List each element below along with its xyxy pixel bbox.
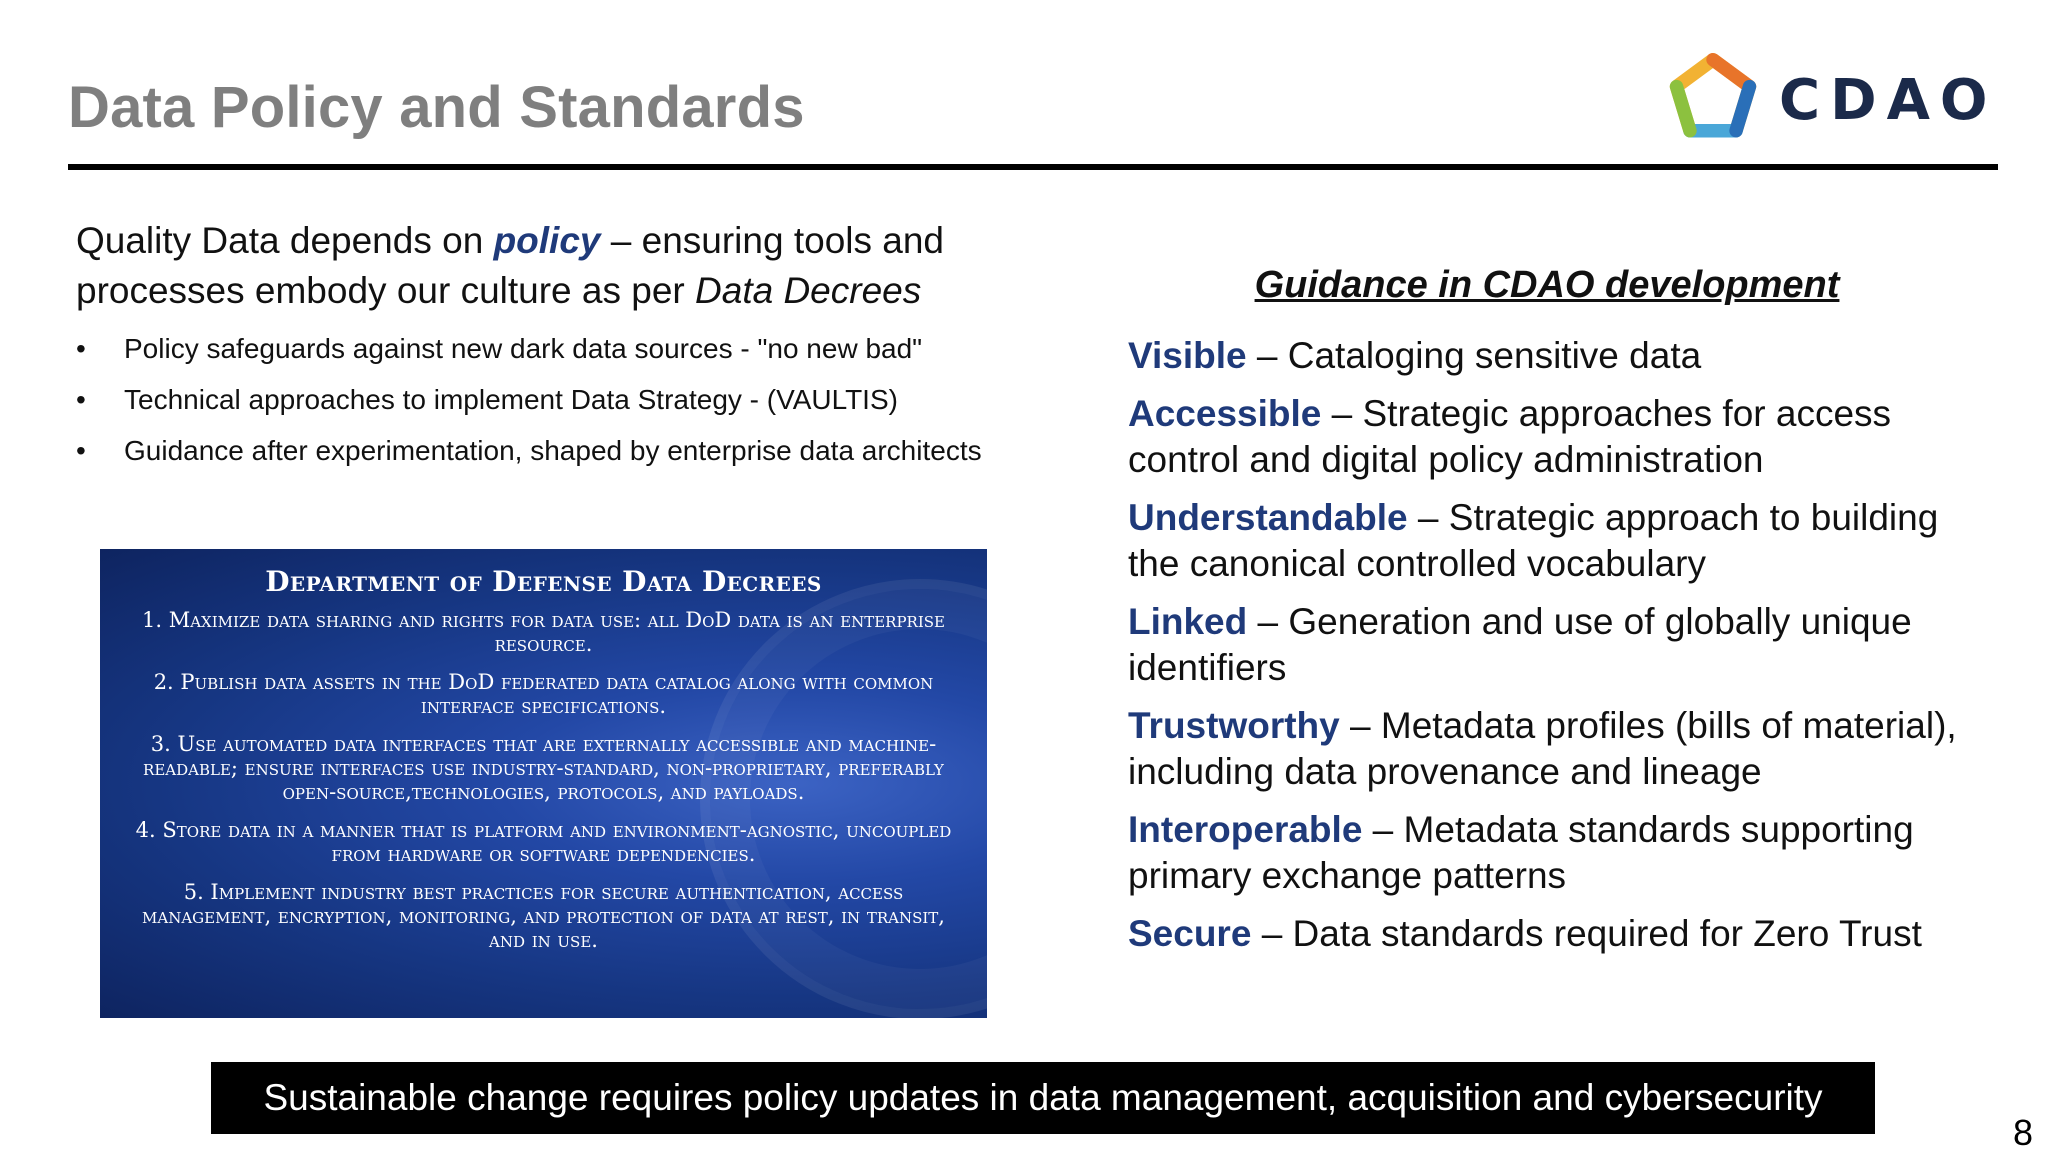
guidance-desc: – Data standards required for Zero Trust [1251, 913, 1922, 954]
guidance-item-visible [1128, 333, 1998, 379]
guidance-term: Interoperable [1128, 809, 1363, 850]
bullet-item [76, 330, 996, 368]
guidance-desc: – Metadata profiles (bills of material), including data provenance and lineage [1128, 705, 1957, 792]
bullet-text: Technical approaches to implement Data Strategy - (VAULTIS) [124, 384, 898, 415]
guidance-item-linked [1128, 599, 1998, 691]
slide-title: Data Policy and Standards [68, 75, 805, 140]
guidance-term: Visible [1128, 335, 1247, 376]
guidance-list [1128, 333, 1998, 969]
bullet-marker: • [76, 435, 86, 466]
guidance-desc: – Strategic approaches for access control and digital policy administration [1128, 393, 1892, 480]
intro-text-2: – ensuring tools and processes embody our culture as per [76, 220, 944, 311]
guidance-term: Secure [1128, 913, 1252, 954]
guidance-desc: – Cataloging sensitive data [1246, 335, 1702, 376]
page-number: 8 [2013, 1112, 2034, 1153]
guidance-desc: – Generation and use of globally unique identifiers [1128, 601, 1912, 688]
title-divider [68, 164, 1998, 170]
intro-paragraph [76, 216, 1036, 316]
guidance-item-trustworthy [1128, 703, 1998, 795]
dod-data-decrees-image [100, 549, 987, 1018]
bullet-marker: • [76, 333, 86, 364]
guidance-desc: – Metadata standards supporting primary exchange patterns [1128, 809, 1914, 896]
cdao-logo-text: CDAO [1779, 67, 1998, 133]
guidance-term: Linked [1128, 601, 1248, 642]
guidance-item-interoperable [1128, 807, 1998, 899]
guidance-item-understandable [1128, 495, 1998, 587]
bullet-text: Guidance after experimentation, shaped by enterprise data architects [124, 435, 982, 466]
guidance-desc: – Strategic approach to building the canonical controlled vocabulary [1128, 497, 1939, 584]
intro-decrees-word: Data Decrees [695, 270, 922, 311]
guidance-term: Understandable [1128, 497, 1408, 538]
decree-item: 1. Maximize data sharing and rights for data use: all DoD data is an enterprise resource. [141, 608, 945, 656]
summary-banner: Sustainable change requires policy updates in data management, acquisition and cybersecurity [211, 1062, 1875, 1134]
guidance-title: Guidance in CDAO development [1254, 264, 1840, 306]
guidance-item-secure [1128, 911, 1998, 957]
decree-item: 5. Implement industry best practices for secure authentication, access management, encryption, monitoring, and protection of data at rest, in transit, and in use. [142, 880, 945, 952]
decree-item: 4. Store data in a manner that is platform and environment-agnostic, uncoupled from hardware or software dependencies. [135, 818, 952, 866]
intro-policy-word: policy [493, 220, 601, 261]
guidance-item-accessible [1128, 391, 1998, 483]
guidance-term: Trustworthy [1128, 705, 1340, 746]
cdao-pentagon-icon [1665, 52, 1761, 148]
intro-text-1: Quality Data depends on [76, 220, 494, 261]
decree-item: 2. Publish data assets in the DoD federated data catalog along with common interface specifications. [153, 670, 934, 718]
cdao-logo [1665, 50, 2005, 150]
bullet-item [76, 381, 996, 419]
decrees-title: Department of Defense Data Decrees [265, 565, 822, 598]
bullet-list [76, 330, 996, 483]
bullet-item [76, 432, 996, 470]
bullet-text: Policy safeguards against new dark data sources - "no new bad" [124, 333, 923, 364]
bullet-marker: • [76, 384, 86, 415]
guidance-term: Accessible [1128, 393, 1322, 434]
decree-item: 3. Use automated data interfaces that are externally accessible and machine-readable; ensure interfaces use industry-standard, non-proprietary, preferably open-source,technologies, protocols, and payloads. [143, 732, 944, 804]
